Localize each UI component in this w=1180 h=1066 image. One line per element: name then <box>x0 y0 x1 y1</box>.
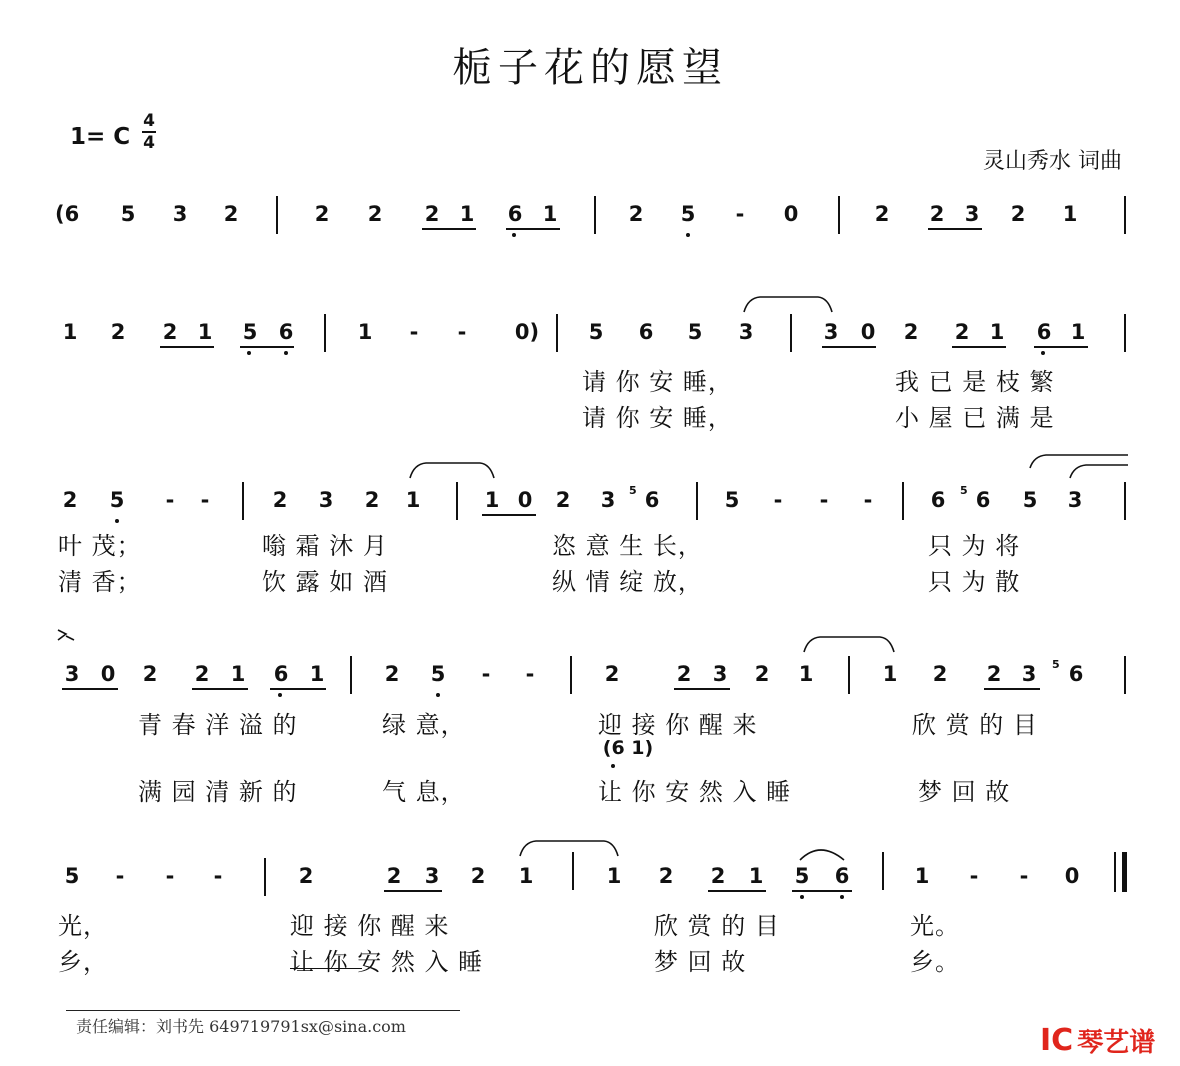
logo-icon: IC <box>1040 1023 1074 1058</box>
composer-credit: 灵山秀水 词曲 <box>983 149 1122 174</box>
grace-note: 5 <box>960 484 968 497</box>
note: 2 <box>932 662 948 686</box>
note: 2 <box>110 320 126 344</box>
note: 2 <box>929 202 945 226</box>
lyric-verse2: 让 你 安 然 入 睡 <box>598 778 792 806</box>
note: - <box>409 320 419 344</box>
note: 6 <box>507 202 523 226</box>
note: 3 <box>318 488 334 512</box>
lyric-verse1: 绿 意， <box>382 711 466 739</box>
note: 2 <box>386 864 402 888</box>
lyric-verse2: 满 园 清 新 的 <box>138 778 298 806</box>
note: - <box>969 864 979 888</box>
slur <box>520 841 618 856</box>
note: 1 <box>197 320 213 344</box>
note: 6 <box>638 320 654 344</box>
lyric-verse1: 欣 赏 的 目 <box>912 711 1038 739</box>
note: 5 <box>724 488 740 512</box>
lyric-verse1: 光。 <box>910 912 960 940</box>
lyric-verse1: 嗡 霜 沐 月 <box>262 532 388 560</box>
lyric-verse1: 叶 茂； <box>58 532 142 560</box>
note: 3 <box>823 320 839 344</box>
note: 1 <box>230 662 246 686</box>
note: 3 <box>172 202 188 226</box>
note: 2 <box>314 202 330 226</box>
note: 2 <box>986 662 1002 686</box>
lyric-verse1: 只 为 将 <box>928 532 1021 560</box>
lyric-verse2: 清 香； <box>58 568 142 596</box>
alternate-notes: (6 1) <box>602 737 654 759</box>
note: 5 <box>680 202 696 226</box>
note: 1 <box>914 864 930 888</box>
note: 3 <box>738 320 754 344</box>
note: - <box>115 864 125 888</box>
note: 6 <box>278 320 294 344</box>
note: 1 <box>882 662 898 686</box>
meter-top: 4 <box>143 111 155 131</box>
note: 2 <box>555 488 571 512</box>
note: 2 <box>298 864 314 888</box>
note: - <box>165 488 175 512</box>
note: 2 <box>628 202 644 226</box>
note: 1 <box>748 864 764 888</box>
note: 1 <box>357 320 373 344</box>
note: 2 <box>424 202 440 226</box>
note: 0) <box>514 320 540 344</box>
lyric-verse2: 乡， <box>58 948 108 976</box>
note: 1 <box>309 662 325 686</box>
note: 3 <box>964 202 980 226</box>
note: 5 <box>64 864 80 888</box>
note: - <box>1019 864 1029 888</box>
note: 2 <box>62 488 78 512</box>
slur-continuation <box>58 630 66 640</box>
note: 1 <box>62 320 78 344</box>
note: 1 <box>459 202 475 226</box>
note: (6 <box>55 202 80 226</box>
note: 0 <box>517 488 533 512</box>
lyric-verse2: 只 为 散 <box>928 568 1021 596</box>
note: 5 <box>687 320 703 344</box>
note: 3 <box>712 662 728 686</box>
slur <box>744 297 832 312</box>
note: 2 <box>470 864 486 888</box>
note: - <box>457 320 467 344</box>
note: 5 <box>1022 488 1038 512</box>
note: 2 <box>384 662 400 686</box>
note: 3 <box>1021 662 1037 686</box>
note: 6 <box>644 488 660 512</box>
note: - <box>863 488 873 512</box>
note: 2 <box>142 662 158 686</box>
lyric-verse2: 小 屋 已 满 是 <box>895 404 1055 432</box>
meter-bottom: 4 <box>143 133 155 153</box>
lyric-verse1: 迎 接 你 醒 来 <box>598 711 758 739</box>
editor-credit: 责任编辑：刘书先 649719791sx@sina.com <box>76 1017 406 1036</box>
note: 0 <box>783 202 799 226</box>
note: 2 <box>367 202 383 226</box>
note: 1 <box>1070 320 1086 344</box>
lyric-verse1: 请 你 安 睡， <box>582 368 733 396</box>
song-title: 栀子花的愿望 <box>452 45 728 91</box>
note: - <box>525 662 535 686</box>
note: 1 <box>798 662 814 686</box>
grace-note: 5 <box>1052 658 1060 671</box>
lyric-verse2: 纵 情 绽 放， <box>552 568 703 596</box>
lyric-verse1: 青 春 洋 溢 的 <box>138 711 298 739</box>
note: 2 <box>1010 202 1026 226</box>
note: 3 <box>64 662 80 686</box>
tie <box>800 850 844 860</box>
slur <box>1070 465 1128 478</box>
note: 2 <box>874 202 890 226</box>
note: 2 <box>903 320 919 344</box>
note: 1 <box>606 864 622 888</box>
logo-text: 琴艺谱 <box>1077 1028 1156 1058</box>
note: 5 <box>794 864 810 888</box>
note: 6 <box>1068 662 1084 686</box>
note: - <box>213 864 223 888</box>
note: 6 <box>273 662 289 686</box>
note: - <box>200 488 210 512</box>
lyric-verse2: 乡。 <box>910 948 960 976</box>
note: 5 <box>242 320 258 344</box>
lyric-verse2: 让 你 安 然 入 睡 <box>290 948 484 976</box>
slur <box>804 637 894 652</box>
note: 1 <box>518 864 534 888</box>
site-logo <box>1040 1022 1155 1059</box>
lyric-verse1: 光， <box>58 912 108 940</box>
note: 2 <box>272 488 288 512</box>
lyric-verse1: 迎 接 你 醒 来 <box>290 912 450 940</box>
note: - <box>819 488 829 512</box>
note: 6 <box>930 488 946 512</box>
note: 2 <box>954 320 970 344</box>
note: 0 <box>860 320 876 344</box>
lyric-verse2: 气 息， <box>382 778 466 806</box>
note: 6 <box>975 488 991 512</box>
lyric-verse2: 请 你 安 睡， <box>582 404 733 432</box>
note: 2 <box>364 488 380 512</box>
note: 0 <box>100 662 116 686</box>
note: 2 <box>658 864 674 888</box>
lyric-verse2: 饮 露 如 酒 <box>262 568 388 596</box>
note: 2 <box>162 320 178 344</box>
lyric-verse2: 梦 回 故 <box>654 948 747 976</box>
note: 1 <box>1062 202 1078 226</box>
note: 2 <box>710 864 726 888</box>
note: 6 <box>1036 320 1052 344</box>
note: 2 <box>194 662 210 686</box>
grace-note: 5 <box>629 484 637 497</box>
note: 2 <box>754 662 770 686</box>
note: 2 <box>676 662 692 686</box>
note: - <box>165 864 175 888</box>
note: - <box>481 662 491 686</box>
lyric-verse1: 恣 意 生 长， <box>552 532 703 560</box>
note: - <box>735 202 745 226</box>
note: 1 <box>484 488 500 512</box>
note: 1 <box>542 202 558 226</box>
lyric-verse1: 欣 赏 的 目 <box>654 912 780 940</box>
note: 0 <box>1064 864 1080 888</box>
note: 5 <box>120 202 136 226</box>
note: 3 <box>600 488 616 512</box>
note: 2 <box>223 202 239 226</box>
note: 2 <box>604 662 620 686</box>
note: - <box>773 488 783 512</box>
note: 1 <box>405 488 421 512</box>
note: 5 <box>588 320 604 344</box>
footer-rule <box>66 1010 460 1011</box>
slur <box>410 463 494 478</box>
note: 5 <box>430 662 446 686</box>
lyric-verse1: 我 已 是 枝 繁 <box>895 368 1055 396</box>
key-signature: 1= C <box>70 124 131 150</box>
lyric-verse2: 梦 回 故 <box>918 778 1011 806</box>
note: 3 <box>1067 488 1083 512</box>
note: 3 <box>424 864 440 888</box>
note: 5 <box>109 488 125 512</box>
slur-continuation <box>66 636 74 640</box>
note: 6 <box>834 864 850 888</box>
note: 1 <box>989 320 1005 344</box>
